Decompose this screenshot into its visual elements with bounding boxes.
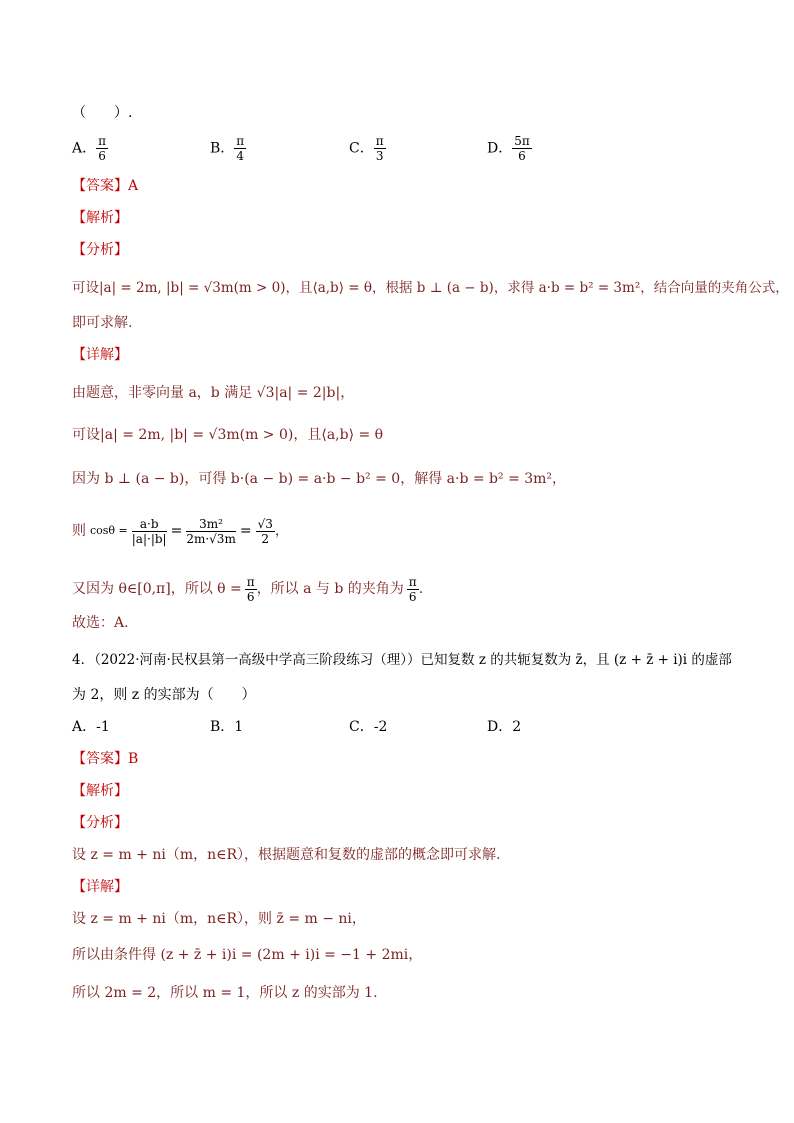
option-label: D． xyxy=(487,140,513,157)
option-d xyxy=(487,134,532,163)
option-value: 1 xyxy=(234,719,244,735)
question-stem-tail: （ ）. xyxy=(72,105,133,121)
detail-line-4: 则 cosθ = $\frac{a\cdot b}{|a|\cdot|b|}$ = $\frac{\text{3m²}}{2m\cdot√3m}$ = $\frac{√3}{2}$ ， xyxy=(72,516,289,546)
option-fraction: $\frac{\pi}{6}$ xyxy=(98,134,107,163)
option-fraction: $\frac{\pi}{3}$ xyxy=(375,134,384,163)
option-label: A． xyxy=(72,719,97,735)
detail-prefix: 则 xyxy=(72,523,86,539)
detail-heading: 【详解】 xyxy=(72,879,128,895)
fenxi-heading: 【分析】 xyxy=(72,815,128,831)
detail-line-1: 设 z = m + ni（m，n∈R），则 z̄ = m − ni， xyxy=(72,911,366,927)
detail-line-3: 所以 2m = 2，所以 m = 1，所以 z 的实部为 1. xyxy=(72,985,378,1001)
angle-fraction: $\frac{\pi}{6}$ xyxy=(408,574,417,604)
option-c xyxy=(349,134,386,163)
question-4-stem-cont: 为 2，则 z 的实部为（ ） xyxy=(72,687,256,703)
option-value: 2 xyxy=(512,719,522,735)
answer-label: 【答案】B xyxy=(72,751,139,767)
theta-fraction: $\frac{\pi}{6}$ xyxy=(246,574,255,604)
cos-fraction-1: $\frac{a\cdot b}{|a|\cdot|b|}$ xyxy=(131,516,167,546)
fenxi-text-cont: 即可求解. xyxy=(72,315,133,331)
answer-label: 【答案】A xyxy=(72,178,139,194)
cos-fraction-2: $\frac{\text{3m²}}{2m\cdot√3m}$ xyxy=(186,516,236,546)
detail-heading: 【详解】 xyxy=(72,347,128,363)
detail-line-2: 所以由条件得 (z + z̄ + i)i = (2m + i)i = −1 + 2mi， xyxy=(72,947,423,963)
detail-line-5: 又因为 θ∈[0,π]，所以 θ = $\frac{\pi}{6}$ ，所以 a 与 b 的夹角为 $\frac{\pi}{6}$ . xyxy=(72,574,424,604)
detail-text: ，所以 a 与 b 的夹角为 xyxy=(256,581,404,597)
fenxi-heading: 【分析】 xyxy=(72,242,128,258)
question-4-stem: 4．（2022·河南·民权县第一高级中学高三阶段练习（理））已知复数 z 的共轭复数为 z̄，且 (z + z̄ + i)i 的虚部 xyxy=(72,652,732,668)
option-label: B． xyxy=(210,719,235,735)
option-label: B． xyxy=(210,140,235,157)
option-label: A． xyxy=(72,140,97,157)
analysis-heading: 【解析】 xyxy=(72,210,128,226)
option-value: -1 xyxy=(96,719,110,735)
detail-line-3: 因为 b ⊥ (a − b)，可得 b·(a − b) = a·b − b² = 0，解得 a·b = b² = 3m²， xyxy=(72,471,567,487)
detail-line-1: 由题意，非零向量 a，b 满足 √3|a| = 2|b|， xyxy=(72,385,355,401)
detail-line-2: 可设|a| = 2m, |b| = √3m(m > 0)，且⟨a,b⟩ = θ xyxy=(72,427,384,443)
fenxi-text: 设 z = m + ni（m，n∈R），根据题意和复数的虚部的概念即可求解. xyxy=(72,847,501,863)
analysis-heading: 【解析】 xyxy=(72,783,128,799)
option-value: -2 xyxy=(373,719,388,735)
detail-text: 又因为 θ∈[0,π]，所以 θ = xyxy=(72,581,242,597)
option-fraction: $\frac{\pi}{4}$ xyxy=(236,134,245,163)
cos-label: cosθ = xyxy=(90,524,128,537)
fenxi-text: 可设|a| = 2m, |b| = √3m(m > 0)，且⟨a,b⟩ = θ，根据 b ⊥ (a − b)，求得 a·b = b² = 3m²，结合向量的夹角公式， xyxy=(72,280,789,296)
option-d xyxy=(487,717,521,737)
option-label: C． xyxy=(349,140,374,157)
cos-fraction-3: $\frac{√3}{2}$ xyxy=(257,516,273,546)
choose-line: 故选：A. xyxy=(72,615,129,631)
option-fraction: $\frac{5\pi}{6}$ xyxy=(514,134,530,163)
option-a xyxy=(72,717,110,737)
option-a xyxy=(72,134,108,163)
option-b xyxy=(210,134,246,163)
option-label: C． xyxy=(349,719,374,735)
option-c xyxy=(349,717,387,737)
option-label: D． xyxy=(487,719,513,735)
option-b xyxy=(210,717,243,737)
